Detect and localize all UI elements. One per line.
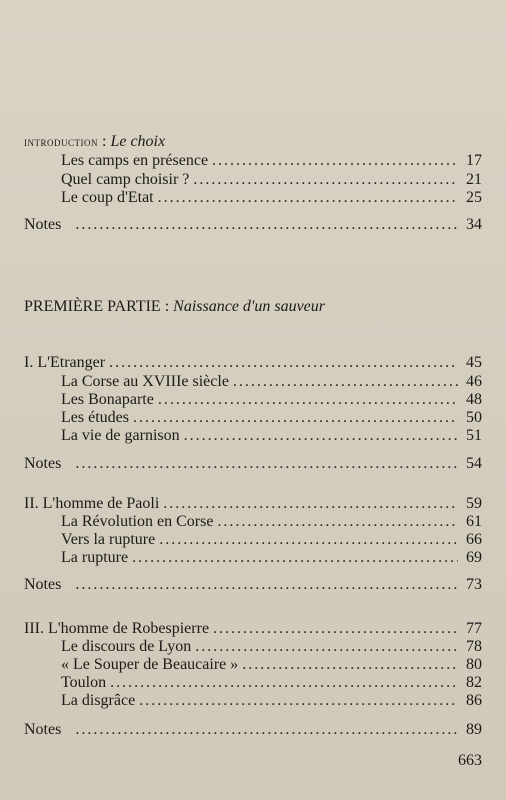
chapter-title: I. L'Etranger ..... 45 — [24, 354, 482, 372]
leader-dots — [159, 531, 458, 549]
intro-heading — [24, 133, 165, 151]
toc-entry: La disgrâce ..... 86 — [61, 692, 482, 710]
leader-dots — [75, 721, 458, 739]
leader-dots — [132, 549, 458, 567]
part-separator: : — [160, 298, 174, 315]
toc-entry: Les camps en présence ..... 17 — [61, 152, 482, 170]
page-number: 663 — [458, 752, 482, 769]
toc-entry: La Corse au XVIIIe siècle ..... 46 — [61, 373, 482, 391]
toc-notes: Notes ..... 89 — [24, 721, 482, 739]
leader-dots — [133, 409, 458, 427]
toc-notes: Notes ..... 73 — [24, 576, 482, 594]
toc-entry: « Le Souper de Beaucaire » ..... 80 — [61, 656, 482, 674]
toc-entry: Le coup d'Etat ..... 25 — [61, 189, 482, 207]
toc-entry: Les études ..... 50 — [61, 409, 482, 427]
leader-dots — [75, 576, 458, 594]
toc-entry: La vie de garnison ..... 51 — [61, 427, 482, 445]
toc-entry: Toulon ..... 82 — [61, 674, 482, 692]
chapter-title: II. L'homme de Paoli ..... 59 — [24, 495, 482, 513]
leader-dots — [75, 216, 458, 234]
leader-dots — [193, 171, 458, 189]
leader-dots — [75, 455, 458, 473]
leader-dots — [163, 495, 458, 513]
leader-dots — [158, 189, 458, 207]
leader-dots — [217, 513, 458, 531]
toc-notes: Notes ..... 34 — [24, 216, 482, 234]
toc-entry: La Révolution en Corse ..... 61 — [61, 513, 482, 531]
leader-dots — [212, 152, 458, 170]
chapter-title: III. L'homme de Robespierre ..... 77 — [24, 620, 482, 638]
part-heading — [24, 298, 325, 316]
intro-title: Le choix — [110, 133, 166, 150]
leader-dots — [139, 692, 458, 710]
leader-dots — [195, 638, 458, 656]
leader-dots — [110, 674, 458, 692]
toc-entry: Le discours de Lyon ..... 78 — [61, 638, 482, 656]
leader-dots — [184, 427, 458, 445]
toc-notes: Notes ..... 54 — [24, 455, 482, 473]
toc-entry: Les Bonaparte ..... 48 — [61, 391, 482, 409]
leader-dots — [158, 391, 458, 409]
leader-dots — [213, 620, 458, 638]
toc-entry: Vers la rupture ..... 66 — [61, 531, 482, 549]
leader-dots — [109, 354, 458, 372]
part-prefix: PREMIÈRE PARTIE — [24, 298, 161, 315]
part-title: Naissance d'un sauveur — [173, 298, 325, 315]
toc-entry: La rupture ..... 69 — [61, 549, 482, 567]
intro-prefix: introduction — [24, 134, 98, 149]
toc-entry: Quel camp choisir ? ..... 21 — [61, 171, 482, 189]
leader-dots — [242, 656, 458, 674]
leader-dots — [233, 373, 458, 391]
intro-separator: : — [98, 133, 111, 150]
